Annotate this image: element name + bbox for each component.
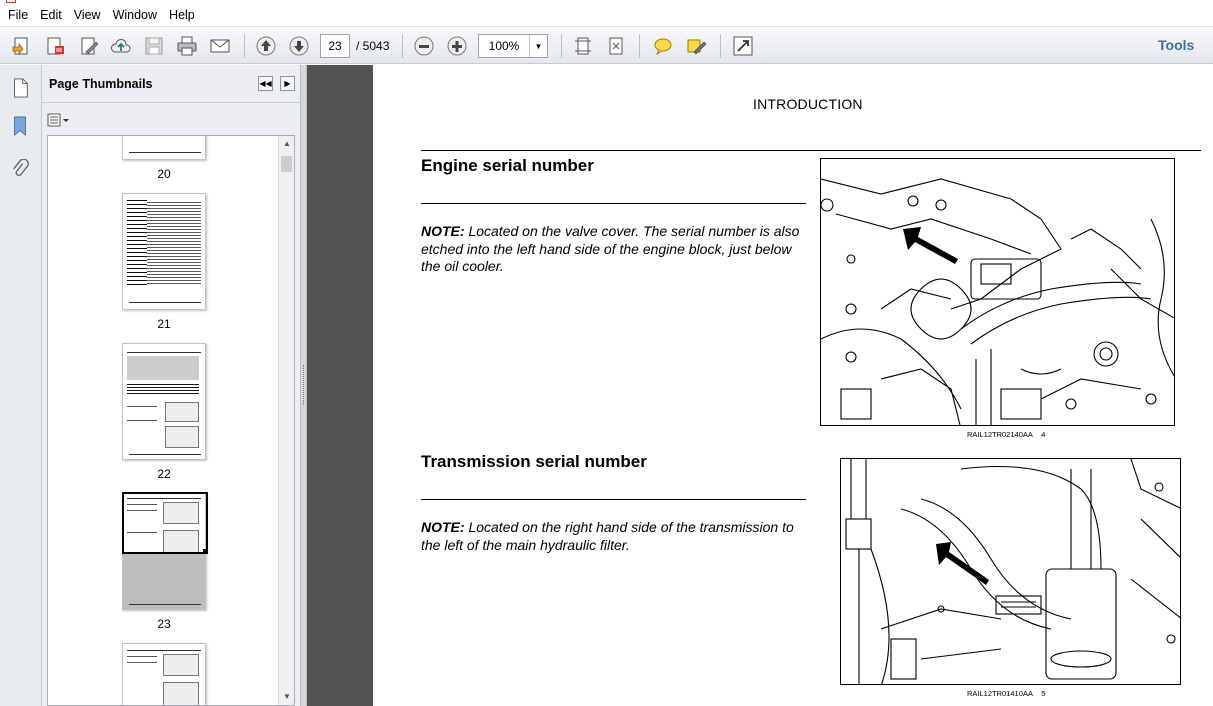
current-view-frame[interactable] [122, 492, 208, 554]
thumbnail-label: 23 [157, 617, 171, 631]
next-page-icon[interactable] [286, 33, 312, 59]
expand-panel-icon[interactable]: ▶ [280, 76, 295, 91]
main-toolbar [0, 26, 1213, 64]
figure-number: 4 [1041, 430, 1046, 439]
thumbnail-label: 21 [157, 317, 171, 331]
figure-id: RAIL12TR01410AA [967, 689, 1033, 698]
bookmarks-icon[interactable] [8, 113, 32, 139]
thumbnail-label: 20 [157, 167, 171, 181]
fit-page-icon[interactable] [570, 33, 596, 59]
panel-title: Page Thumbnails [49, 77, 153, 91]
tools-button[interactable]: Tools [1158, 37, 1195, 53]
note-label: NOTE: [421, 223, 465, 239]
thumbnail-label: 22 [157, 467, 171, 481]
menu-window[interactable]: Window [112, 8, 158, 22]
thumbnail-page-21[interactable] [122, 193, 206, 310]
figure-number: 5 [1041, 689, 1046, 698]
header-rule [421, 150, 1201, 151]
section-rule [421, 203, 806, 204]
menu-edit[interactable]: Edit [40, 8, 62, 22]
document-background [307, 65, 373, 706]
export-icon[interactable] [42, 33, 68, 59]
toolbar-separator [244, 34, 245, 58]
engine-figure [820, 158, 1175, 426]
toolbar-separator [639, 34, 640, 58]
toolbar-separator [720, 34, 721, 58]
zoom-in-icon[interactable] [444, 33, 470, 59]
page-thumbnails-icon[interactable] [8, 75, 32, 101]
splitter-grip[interactable] [303, 365, 305, 405]
zoom-value: 100% [488, 39, 520, 53]
document-page [373, 65, 1213, 706]
app-logo-icon [6, 0, 16, 3]
figure-caption [967, 430, 1045, 439]
resize-handle[interactable] [203, 549, 208, 554]
toolbar-separator [402, 34, 403, 58]
create-icon[interactable] [8, 33, 34, 59]
note-label: NOTE: [421, 519, 465, 535]
print-icon[interactable] [174, 33, 200, 59]
scrollbar-thumb[interactable] [281, 156, 292, 172]
page-total: / 5043 [356, 39, 390, 53]
engine-illustration [821, 159, 1175, 426]
note-text: Located on the valve cover. The serial number is also etched into the left hand side of the engine block, just below the oil cooler. [421, 223, 800, 274]
transmission-figure [840, 458, 1181, 685]
section-title: Engine serial number [421, 156, 594, 175]
sign-icon[interactable] [76, 33, 102, 59]
section-title: Transmission serial number [421, 452, 647, 471]
thumbnail-page-20[interactable] [122, 135, 206, 160]
page-header: INTRODUCTION [753, 96, 863, 112]
expand-icon[interactable] [730, 33, 756, 59]
attachments-icon[interactable] [8, 157, 32, 183]
navigation-rail [0, 65, 42, 706]
thumbnail-options-button[interactable] [46, 111, 72, 129]
chevron-down-icon[interactable]: ▼ [529, 35, 547, 57]
thumbnail-page-22[interactable] [122, 343, 206, 460]
section-note [421, 223, 806, 276]
figure-caption [967, 689, 1045, 698]
zoom-select[interactable] [478, 34, 548, 58]
toolbar-separator [561, 34, 562, 58]
thumbnail-list[interactable] [47, 135, 295, 706]
figure-id: RAIL12TR02140AA [967, 430, 1033, 439]
prev-page-icon[interactable] [253, 33, 279, 59]
thumbnail-scrollbar[interactable] [278, 136, 294, 705]
section-rule [421, 499, 806, 500]
menu-file[interactable]: File [8, 8, 29, 22]
menu-bar [0, 4, 1213, 26]
email-icon[interactable] [207, 33, 233, 59]
highlight-icon[interactable] [683, 33, 709, 59]
note-text: Located on the right hand side of the transmission to the left of the main hydraulic filter. [421, 519, 794, 553]
zoom-out-icon[interactable] [411, 33, 437, 59]
full-screen-icon[interactable] [603, 33, 629, 59]
menu-help[interactable]: Help [169, 8, 195, 22]
panel-header [42, 65, 300, 103]
comment-icon[interactable] [650, 33, 676, 59]
scroll-up-icon[interactable]: ▲ [283, 139, 291, 148]
menu-view[interactable]: View [73, 8, 101, 22]
save-icon[interactable] [141, 33, 167, 59]
thumbnails-panel [42, 65, 300, 706]
collapse-panel-icon[interactable]: ◀◀ [258, 76, 273, 91]
scroll-down-icon[interactable]: ▼ [283, 692, 291, 701]
transmission-illustration [841, 459, 1181, 685]
panel-splitter[interactable] [300, 65, 307, 706]
section-note [421, 519, 806, 554]
page-number-input[interactable]: 23 [320, 34, 350, 58]
cloud-upload-icon[interactable] [108, 33, 134, 59]
thumbnail-page-24[interactable] [122, 643, 206, 706]
